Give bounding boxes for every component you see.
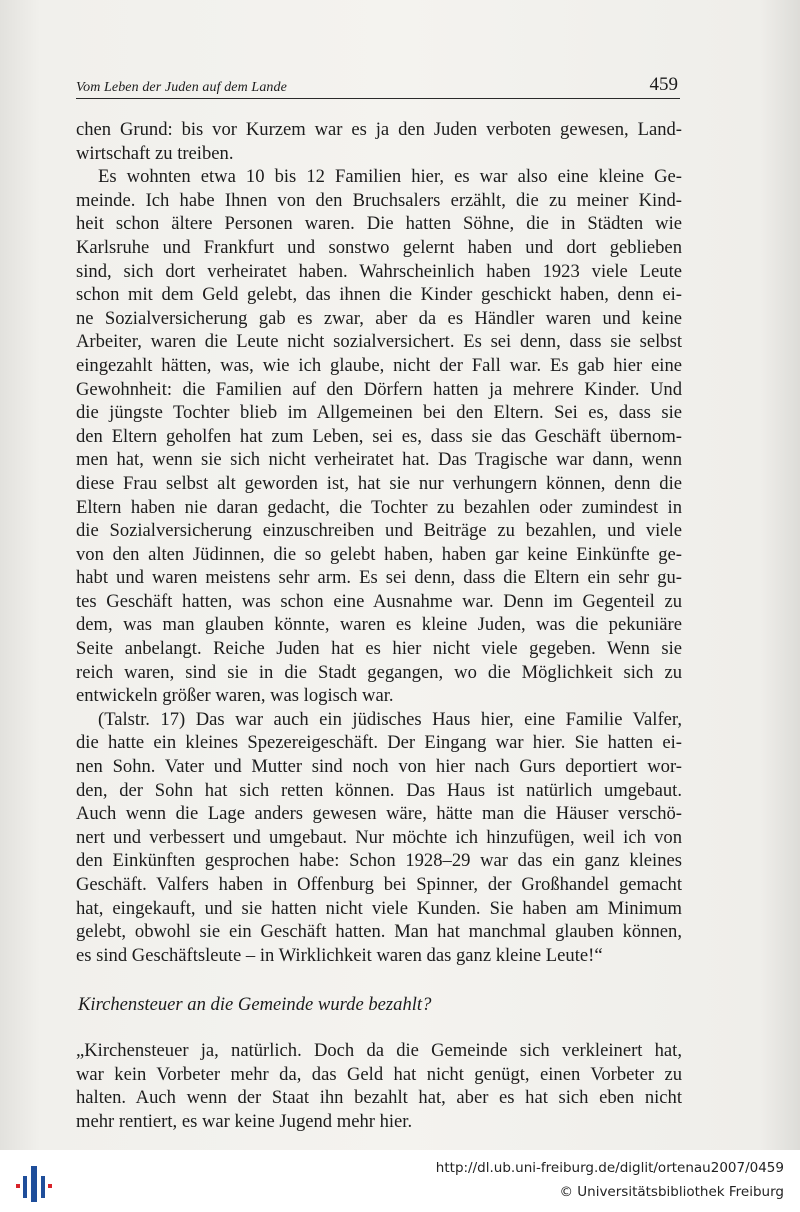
text-line: es sind Geschäftsleute – in Wirklichkeit waren das ganz kleine Leute!“ <box>76 944 603 966</box>
text-line: chen Grund: bis vor Kurzem war es ja den Juden verboten gewesen, Land- <box>76 119 682 140</box>
text-line: entwickeln größer waren, was logisch war. <box>76 685 394 707</box>
text-line: sind, sich dort verheiratet haben. Wahrscheinlich haben 1923 viele Leute <box>76 260 682 282</box>
text-line: die jüngste Tochter blieb im Allgemeinen bei den Eltern. Sei es, dass sie <box>76 402 682 424</box>
text-line: habt und waren meistens sehr arm. Es sei denn, dass die Eltern ein sehr gu- <box>76 567 682 589</box>
text-line: von den alten Jüdinnen, die so gelebt haben, haben gar keine Einkünfte ge- <box>76 543 682 565</box>
paragraph <box>76 165 682 708</box>
text-line: den Einkünften gesprochen habe: Schon 1928–29 war das ein ganz kleines <box>76 850 682 872</box>
text-line: nert und verbessert und umgebaut. Nur möchte ich hinzufügen, weil ich von <box>76 826 682 848</box>
text-line: nen Sohn. Vater und Mutter sind noch von hier nach Gurs deportiert wor- <box>76 756 682 778</box>
text-line: dem, was man glauben könnte, waren es kleine Juden, was die pekuniäre <box>76 614 682 636</box>
interview-question: Kirchensteuer an die Gemeinde wurde bezahlt? <box>78 994 432 1016</box>
text-line: (Talstr. 17) Das war auch ein jüdisches Haus hier, eine Familie Valfer, <box>98 708 682 730</box>
text-line: war kein Vorbeter mehr da, das Geld hat nicht genügt, einen Vorbeter zu <box>76 1063 682 1085</box>
text-line: schon mit dem Geld gelebt, das ihnen die Kinder geschickt haben, denn ei- <box>76 284 682 306</box>
text-line: eingezahlt hätten, was, wie ich glaube, nicht der Fall war. Es gab hier eine <box>76 354 682 376</box>
paragraph <box>76 118 682 165</box>
text-line: die hatte ein kleines Spezereigeschäft. Der Eingang war hier. Sie hatten ei- <box>76 732 682 754</box>
text-line: Auch wenn die Lage anders gewesen wäre, hätte man die Häuser verschö- <box>76 803 682 825</box>
ub-freiburg-logo-icon[interactable] <box>14 1164 54 1204</box>
text-line: Es wohnten etwa 10 bis 12 Familien hier, es war also eine kleine Ge- <box>98 166 682 188</box>
body-text <box>76 118 682 1133</box>
text-line: die Sozialversicherung einzuschreiben und Beiträge zu bezahlen, und viele <box>76 520 682 542</box>
text-line: Seite anbelangt. Reiche Juden hat es hier nicht viele gegeben. Wenn sie <box>76 638 682 660</box>
text-line: den Eltern geholfen hat zum Leben, sei es, dass sie das Geschäft übernom- <box>76 425 682 447</box>
text-line: Geschäft. Valfers haben in Offenburg bei Spinner, der Großhandel gemacht <box>76 874 682 895</box>
running-header <box>76 70 680 99</box>
text-line: men hat, wenn sie sich nicht verheiratet hat. Das Tragische war dann, wenn <box>76 449 682 471</box>
text-line: gelebt, obwohl sie ein Geschäft hatten. Man hat manchmal glauben können, <box>76 921 682 943</box>
copyright-notice: © Universitätsbibliothek Freiburg <box>559 1184 784 1200</box>
paragraph <box>76 708 682 968</box>
text-line: meinde. Ich habe Ihnen von den Bruchsalers erzählt, die zu meiner Kind- <box>76 189 682 211</box>
text-line: wirtschaft zu treiben. <box>76 142 234 164</box>
text-line: reich waren, sind sie in die Stadt gegangen, wo die Möglichkeit sich zu <box>76 661 682 683</box>
text-line: mehr rentiert, es war keine Jugend mehr hier. <box>76 1110 413 1132</box>
text-line: hat, eingekauft, und sie hatten nicht viele Kunden. Sie haben am Minimum <box>76 897 682 919</box>
text-line: Gewohnheit: die Familien auf den Dörfern hatten ja mehrere Kinder. Und <box>76 378 682 400</box>
text-line: tes Geschäft hatten, was schon eine Ausnahme war. Denn im Gegenteil zu <box>76 590 682 612</box>
text-line: den, der Sohn hat sich retten können. Das Haus ist natürlich umgebaut. <box>76 779 682 801</box>
text-line: Karlsruhe und Frankfurt und sonstwo gelernt haben und dort geblieben <box>76 236 682 258</box>
source-url-link[interactable]: http://dl.ub.uni-freiburg.de/diglit/ortenau2007/0459 <box>435 1160 784 1176</box>
text-line: „Kirchensteuer ja, natürlich. Doch da die Gemeinde sich verkleinert hat, <box>76 1039 682 1061</box>
answer-paragraph <box>76 1039 682 1133</box>
text-line: Eltern haben nie daran gedacht, die Tochter zu bezahlen oder zumindest in <box>76 496 682 518</box>
text-line: halten. Auch wenn der Staat ihn bezahlt hat, aber es hat sich eben nicht <box>76 1087 682 1109</box>
viewer-footer <box>0 1150 800 1212</box>
text-line: diese Frau selbst alt geworden ist, hat sie nur verhungern können, denn die <box>76 472 682 494</box>
text-line: heit schon ältere Personen waren. Die hatten Söhne, die in Städten wie <box>76 213 682 235</box>
text-line: Arbeiter, waren die Leute nicht sozialversichert. Es sei denn, dass sie selbst <box>76 331 682 353</box>
text-line: ne Sozialversicherung gab es zwar, aber da es Händler waren und keine <box>76 307 682 329</box>
running-title: Vom Leben der Juden auf dem Lande <box>76 80 287 95</box>
page-number: 459 <box>649 74 678 95</box>
